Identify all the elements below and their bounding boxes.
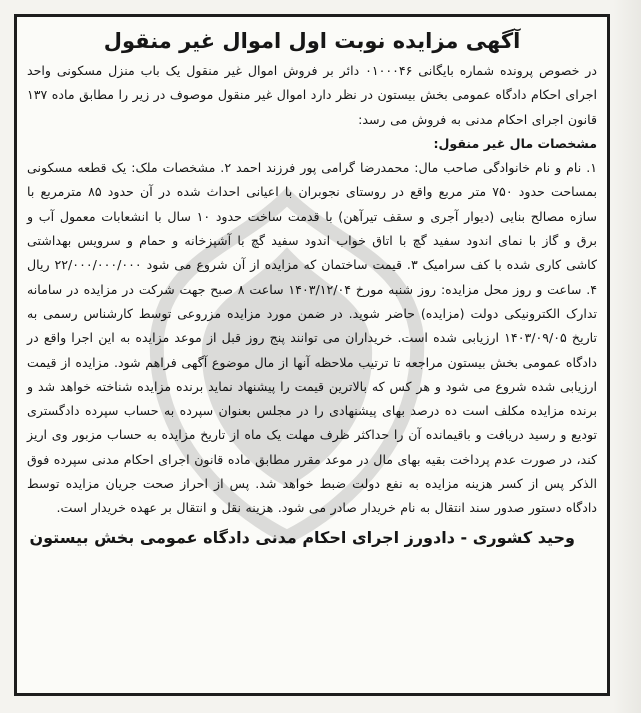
notice-body: ۱. نام و نام خانوادگی صاحب مال: محمدرضا گرامی پور فرزند احمد ۲. مشخصات ملک: یک قطعه مسکونی بمساحت حدود ۷۵۰ متر مربع واقع در روستای نجوبران با اعیانی احداث شده در آن حدود ۸۵ مترمربع با سازه مصالح بنایی (دیوار آجری و سقف تیرآهن) با قدمت ساخت حدود ۱۰ سال با انشعابات معمول آب و برق و گاز با نمای اندود سفید گچ با اتاق خواب اندود سفید گچ با آشپزخانه و حمام و سرویس بهداشتی کاشی کاری شده با کف سرامیک ۳. قیمت ساختمان که مزایده از آن شروع می شود ۲۲/۰۰۰/۰۰۰/۰۰۰ ریال ۴. ساعت و روز محل مزایده: روز شنبه مورخ ۱۴۰۳/۱۲/۰۴ ساعت ۸ صبح جهت شرکت در مزایده در سامانه تدارک الکترونیکی دولت (مزایده) حاضر شوید. در ضمن مورد مزایده مزروعی توسط کارشناس رسمی به تاریخ ۱۴۰۳/۰۹/۰۵ ارزیابی شده است. خریداران می توانند پنج روز قبل از موعد مزایده به این اجرا واقع در دادگاه عمومی بخش بیستون مراجعه تا ترتیب ملاحظه آنها از مال موضوع آگهی فراهم شود. مزایده از قیمت ارزیابی شده شروع می شود و هر کس که بالاترین قیمت را پیشنهاد نماید برنده مزایده شناخته خواهد شد و برنده مزایده مکلف است ده درصد بهای پیشنهادی را در مجلس بعنوان سپرده به حساب سپرده دادگستری تودیع و رسید دریافت و باقیمانده آن را حداکثر ظرف مهلت یک ماه از تاریخ مزایده به حساب مزبور وی اریز کند، در صورت عدم پرداخت بقیه بهای مال در موعد مقرر مطابق ماده قانون اجرای احکام مدنی سپرده فوق الذکر پس از کسر هزینه مزایده به نفع دولت ضبط خواهد شد. پس از احراز صحت جریان مزایده توسط دادگاه دستور صدور سند انتقال به نام خریدار صادر می شود. هزینه نقل و انتقال بر عهده خریدار است. <box>27 160 598 516</box>
auction-notice <box>14 14 610 696</box>
notice-signature: وحید کشوری - دادورز اجرای احکام مدنی دادگاه عمومی بخش بیستون <box>29 527 575 547</box>
page-edge-shadow <box>613 0 641 713</box>
notice-title: آگهی مزایده نوبت اول اموال غیر منقول <box>103 29 521 53</box>
specs-heading: مشخصات مال غیر منقول: <box>433 135 597 151</box>
notice-intro: در خصوص پرونده شماره بایگانی ۰۱۰۰۰۴۶ دائر بر فروش اموال غیر منقول یک باب منزل مسکونی واحد اجرای احکام دادگاه عمومی بخش بیستون در نظر دارد اموال غیر منقول موصوف در زیر را مطابق ماده ۱۳۷ قانون اجرای احکام مدنی به فروش می رسد: <box>27 63 598 127</box>
